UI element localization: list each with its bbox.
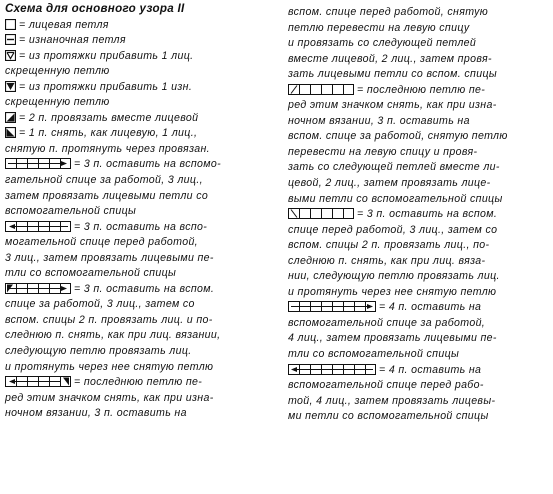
legend-cable-3-back: = 3 п. оставить на вспомо- [5,157,275,173]
increase-knit-triangle-icon [5,50,16,61]
legend-cable-3-front: = 3 п. оставить на вспо- [5,220,275,236]
legend-cable-slash-back: = последнюю петлю пе- [288,83,550,99]
legend-k2tog: = 2 п. провязать вместе лицевой [5,111,275,127]
legend-knit: = лицевая петля [5,18,275,34]
cable-4-front-icon [288,364,376,375]
legend-ssk: = 1 п. снять, как лицевую, 1 лиц., [5,126,275,142]
increase-purl-filled-triangle-icon [5,81,16,92]
cable-3-front-dec-icon [5,376,71,387]
purl-dash-icon [5,34,16,45]
cable-3-back-icon [5,158,71,169]
legend-cable-4-front: = 4 п. оставить на [288,363,550,379]
knit-square-icon [5,19,16,30]
legend-cable-4-back: = 4 п. оставить на [288,300,550,316]
legend-cable-slash-front: = 3 п. оставить на вспом. [288,207,550,223]
cable-slash-front-icon [288,208,354,219]
legend-increase-purl: = из протяжки прибавить 1 изн. [5,80,275,96]
cable-3-front-icon [5,221,71,232]
cable-slash-back-icon [288,84,354,95]
ssk-icon [5,127,16,138]
cable-4-back-icon [288,301,376,312]
k2tog-icon [5,112,16,123]
legend-purl: = изнаночная петля [5,33,275,49]
cable-3-back-dec-icon [5,283,71,294]
legend-cable-3-front-dec: = последнюю петлю пе- [5,375,275,391]
legend-cable-3-back-dec: = 3 п. оставить на вспом. [5,282,275,298]
legend-increase-knit: = из протяжки прибавить 1 лиц. [5,49,275,65]
left-column: Схема для основного узора II = лицевая петля = изнаночная петля = из протяжки прибавить 1 лиц. скрещенную петлю = из протяжки прибавить 1 изн. скрещенную петлю = 2 п. провязать вместе лицевой = 1 п. снять, как лицевую, 1 лиц., снятую п. протянуть через провязан. = 3 п. оставить на вспомо- гательной спице за работой, 3 лиц., затем провязать лицевыми петли со вспомогательной спицы = 3 п. оставить на вспо- могательной спице перед работой, 3 лиц., затем провязать лицевыми пе- тли со вспомогательной спицы = 3 п. оставить на вспом. спице за работой, 3 лиц., затем со вспом. спицы 2 п. провязать лиц. и по- следнюю п. снять, как при лиц. вязании, следующую петлю провязать лиц. и протянуть через нее снятую петлю = последнюю петлю пе- ред этим значком снять, как при изна- ночном вязании, 3 п. оставить на [5,1,275,422]
right-column: вспом. спице перед работой, снятую петлю перевести на левую спицу и провязать со следующей петлей вместе лицевой, 2 лиц., затем провя- зать лицевыми петли со вспом. спицы = последнюю петлю пе- ред этим значком снять, как при изна- ночном вязании, 3 п. оставить на вспом. спице за работой, снятую петлю перевести на левую спицу и провя- зать со следующей петлей вместе ли- цевой, 2 лиц., затем провязать лице- выми петли со вспомогательной спицы = 3 п. оставить на вспом. спице перед работой, 3 лиц., затем со вспом. спицы 2 п. провязать лиц., по- следнюю п. снять, как при лиц. вяза- нии, следующую петлю провязать лиц. и протянуть через нее снятую петлю = 4 п. оставить на вспомогательной спице за работой, 4 лиц., затем провязать лицевыми пе- тли со вспомогательной спицы = 4 п. оставить на вспомогательной спице перед рабо- той, 4 лиц., затем провязать лицевы- ми петли со вспомогательной спицы [288,5,550,425]
chart-title: Схема для основного узора II [5,2,185,15]
